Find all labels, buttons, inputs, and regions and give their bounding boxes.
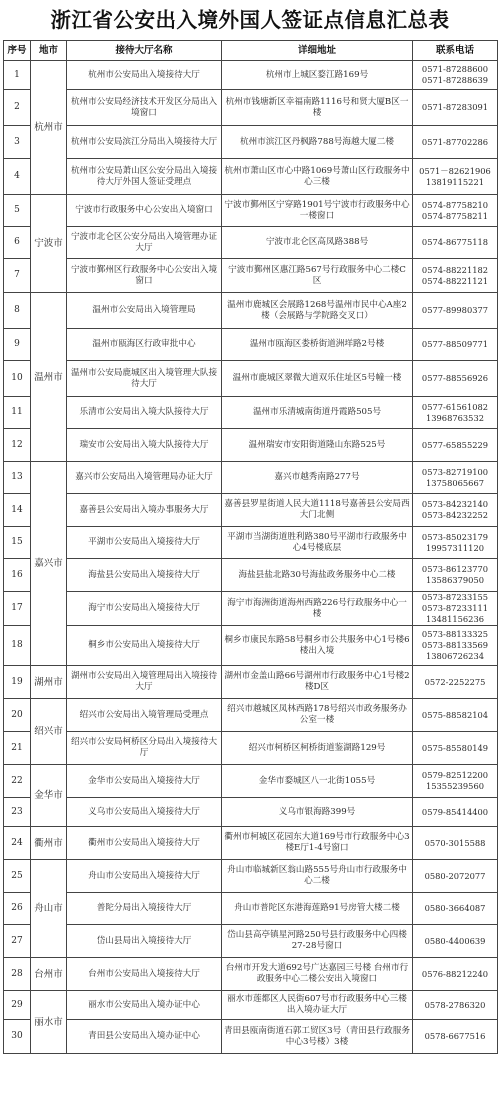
- table-row: [4, 860, 498, 893]
- row-phone: 0578-6677516: [413, 1020, 498, 1054]
- row-seq: 21: [4, 732, 31, 765]
- table-row: [4, 159, 498, 195]
- table-row: [4, 559, 498, 592]
- row-hall-name: 杭州市公安局经济技术开发区分局出入境窗口: [67, 90, 222, 126]
- row-seq: 7: [4, 259, 31, 293]
- row-city: 金华市: [31, 765, 67, 827]
- row-seq: 22: [4, 765, 31, 798]
- row-address: 台州市开发大道692号广达嘉园三号楼 台州市行政服务中心二楼公安出入境窗口: [222, 958, 413, 991]
- row-seq: 28: [4, 958, 31, 991]
- visa-office-table: [3, 40, 498, 1054]
- table-row: [4, 592, 498, 626]
- row-address: 杭州市上城区婺江路169号: [222, 61, 413, 90]
- row-address: 海宁市海洲街道海州西路226号行政服务中心一楼: [222, 592, 413, 626]
- row-phone: 0572-2252275: [413, 666, 498, 699]
- row-seq: 17: [4, 592, 31, 626]
- row-phone: 0573-86123770 13586379050: [413, 559, 498, 592]
- row-phone: 0577-88556926: [413, 361, 498, 397]
- row-address: 衢州市柯城区花园东大道169号市行政服务中心3楼E厅1-4号窗口: [222, 827, 413, 860]
- row-phone: 0571-87288600 0571-87288639: [413, 61, 498, 90]
- row-phone: 0573-85023179 19957311120: [413, 527, 498, 559]
- table-row: [4, 361, 498, 397]
- row-phone: 0574-87758210 0574-87758211: [413, 195, 498, 227]
- row-seq: 29: [4, 991, 31, 1020]
- row-hall-name: 绍兴市公安局柯桥区分局出入境接待大厅: [67, 732, 222, 765]
- table-row: [4, 827, 498, 860]
- row-city: 衢州市: [31, 827, 67, 860]
- row-phone: 0580-3664087: [413, 893, 498, 925]
- row-address: 绍兴市越城区凤林西路178号绍兴市政务服务办公室一楼: [222, 699, 413, 732]
- table-row: [4, 259, 498, 293]
- header-hall-name: 接待大厅名称: [67, 41, 222, 61]
- row-hall-name: 桐乡市公安局出入境接待大厅: [67, 626, 222, 666]
- row-address: 湖州市金盖山路66号湖州市行政服务中心1号楼2楼D区: [222, 666, 413, 699]
- row-address: 义乌市银海路399号: [222, 798, 413, 827]
- row-hall-name: 温州市公安局出入境管理局: [67, 293, 222, 329]
- table-row: [4, 893, 498, 925]
- row-seq: 3: [4, 126, 31, 159]
- row-phone: 0579-82512200 15355239560: [413, 765, 498, 798]
- table-row: [4, 61, 498, 90]
- row-hall-name: 海盐县公安局出入境接待大厅: [67, 559, 222, 592]
- row-address: 绍兴市柯桥区柯桥街道鉴湖路129号: [222, 732, 413, 765]
- table-row: [4, 925, 498, 958]
- table-row: [4, 195, 498, 227]
- row-address: 温州瑞安市安阳街道隆山东路525号: [222, 429, 413, 462]
- row-city: 丽水市: [31, 991, 67, 1054]
- row-seq: 30: [4, 1020, 31, 1054]
- header-phone: 联系电话: [413, 41, 498, 61]
- row-address: 温州市乐清城南街道丹霞路505号: [222, 397, 413, 429]
- table-row: [4, 626, 498, 666]
- row-address: 青田县瓯南街道石郭工贸区3号（青田县行政服务中心3号楼）3楼: [222, 1020, 413, 1054]
- row-address: 丽水市莲都区人民街607号市行政服务中心三楼出入境办证大厅: [222, 991, 413, 1020]
- row-seq: 8: [4, 293, 31, 329]
- row-hall-name: 金华市公安局出入境接待大厅: [67, 765, 222, 798]
- row-address: 杭州市钱塘新区幸福南路1116号和贤大厦B区一楼: [222, 90, 413, 126]
- row-seq: 25: [4, 860, 31, 893]
- row-phone: 0577-88509771: [413, 329, 498, 361]
- row-hall-name: 丽水市公安局出入境办证中心: [67, 991, 222, 1020]
- row-address: 平湖市当湖街道胜利路380号平湖市行政服务中心4号楼底层: [222, 527, 413, 559]
- table-row: [4, 1020, 498, 1054]
- row-hall-name: 杭州市公安局滨江分局出入境接待大厅: [67, 126, 222, 159]
- table-row: [4, 699, 498, 732]
- row-seq: 24: [4, 827, 31, 860]
- table-row: [4, 227, 498, 259]
- row-address: 岱山县高亭镇星河路250号县行政服务中心四楼27-28号窗口: [222, 925, 413, 958]
- row-address: 杭州市滨江区丹枫路788号海越大厦二楼: [222, 126, 413, 159]
- table-row: [4, 494, 498, 527]
- row-city: 湖州市: [31, 666, 67, 699]
- table-row: [4, 666, 498, 699]
- table-row: [4, 397, 498, 429]
- row-phone: 0577-89980377: [413, 293, 498, 329]
- row-seq: 4: [4, 159, 31, 195]
- row-address: 桐乡市康民东路58号桐乡市公共服务中心1号楼6楼出入境: [222, 626, 413, 666]
- table-header-row: [4, 41, 498, 61]
- table-row: [4, 765, 498, 798]
- row-city: 温州市: [31, 293, 67, 462]
- row-phone: 0578-2786320: [413, 991, 498, 1020]
- row-phone: 0573-84232140 0573-84232252: [413, 494, 498, 527]
- row-address: 金华市婺城区八一北街1055号: [222, 765, 413, 798]
- row-hall-name: 台州市公安局出入境接待大厅: [67, 958, 222, 991]
- row-hall-name: 普陀分局出入境接待大厅: [67, 893, 222, 925]
- row-phone: 0579-85414400: [413, 798, 498, 827]
- row-seq: 15: [4, 527, 31, 559]
- row-seq: 14: [4, 494, 31, 527]
- table-row: [4, 429, 498, 462]
- row-phone: 0573-88133325 0573-88133569 13806726234: [413, 626, 498, 666]
- row-seq: 13: [4, 462, 31, 494]
- row-hall-name: 平湖市公安局出入境接待大厅: [67, 527, 222, 559]
- row-hall-name: 宁波市鄞州区行政服务中心公安出入境窗口: [67, 259, 222, 293]
- table-row: [4, 798, 498, 827]
- table-row: [4, 527, 498, 559]
- row-city: 绍兴市: [31, 699, 67, 765]
- row-seq: 16: [4, 559, 31, 592]
- row-hall-name: 乐清市公安局出入境大队接待大厅: [67, 397, 222, 429]
- row-hall-name: 海宁市公安局出入境接待大厅: [67, 592, 222, 626]
- table-body: [4, 61, 498, 1054]
- row-hall-name: 宁波市行政服务中心公安出入境窗口: [67, 195, 222, 227]
- row-phone: 0580-4400639: [413, 925, 498, 958]
- table-row: [4, 958, 498, 991]
- table-row: [4, 126, 498, 159]
- row-seq: 10: [4, 361, 31, 397]
- row-phone: 0571-87702286: [413, 126, 498, 159]
- row-seq: 9: [4, 329, 31, 361]
- row-seq: 27: [4, 925, 31, 958]
- table-row: [4, 293, 498, 329]
- row-hall-name: 嘉兴市公安局出入境管理局办证大厅: [67, 462, 222, 494]
- row-hall-name: 舟山市公安局出入境接待大厅: [67, 860, 222, 893]
- row-seq: 18: [4, 626, 31, 666]
- table-row: [4, 329, 498, 361]
- row-hall-name: 岱山县局出入境接待大厅: [67, 925, 222, 958]
- row-address: 宁波市北仑区高凤路388号: [222, 227, 413, 259]
- table-row: [4, 991, 498, 1020]
- header-address: 详细地址: [222, 41, 413, 61]
- row-address: 宁波市鄞州区惠江路567号行政服务中心二楼C区: [222, 259, 413, 293]
- row-city: 嘉兴市: [31, 462, 67, 666]
- row-phone: 0575-85580149: [413, 732, 498, 765]
- row-phone: 0574-88221182 0574-88221121: [413, 259, 498, 293]
- row-seq: 26: [4, 893, 31, 925]
- row-city: 宁波市: [31, 195, 67, 293]
- row-address: 温州市鹿城区会展路1268号温州市民中心A座2楼（会展路与学院路交叉口）: [222, 293, 413, 329]
- row-address: 嘉兴市越秀南路277号: [222, 462, 413, 494]
- page-title: 浙江省公安出入境外国人签证点信息汇总表: [50, 8, 450, 32]
- row-hall-name: 杭州市公安局出入境接待大厅: [67, 61, 222, 90]
- row-city: 舟山市: [31, 860, 67, 958]
- row-phone: 0573-82719100 13758065667: [413, 462, 498, 494]
- row-seq: 1: [4, 61, 31, 90]
- row-hall-name: 青田县公安局出入境办证中心: [67, 1020, 222, 1054]
- row-city: 台州市: [31, 958, 67, 991]
- row-address: 嘉善县罗星街道人民大道1118号嘉善县公安局西大门北侧: [222, 494, 413, 527]
- row-hall-name: 宁波市北仑区公安分局出入境管理办证大厅: [67, 227, 222, 259]
- row-hall-name: 嘉善县公安局出入境办事服务大厅: [67, 494, 222, 527]
- row-address: 舟山市普陀区东港海莲路91号房管大楼二楼: [222, 893, 413, 925]
- row-phone: 0576-88212240: [413, 958, 498, 991]
- row-seq: 11: [4, 397, 31, 429]
- row-phone: 0571－82621906 13819115221: [413, 159, 498, 195]
- table-row: [4, 462, 498, 494]
- row-phone: 0573-87233155 0573-87233111 13481156236: [413, 592, 498, 626]
- header-seq: 序号: [4, 41, 31, 61]
- row-seq: 19: [4, 666, 31, 699]
- row-address: 温州市瓯海区娄桥街道洲垟路2号楼: [222, 329, 413, 361]
- header-city: 地市: [31, 41, 67, 61]
- row-phone: 0580-2072077: [413, 860, 498, 893]
- row-phone: 0570-3015588: [413, 827, 498, 860]
- row-address: 舟山市临城新区翁山路555号舟山市行政服务中心二楼: [222, 860, 413, 893]
- row-phone: 0574-86775118: [413, 227, 498, 259]
- table-row: [4, 90, 498, 126]
- row-hall-name: 温州市公安局鹿城区出入境管理大队接待大厅: [67, 361, 222, 397]
- row-hall-name: 杭州市公安局萧山区公安分局出入境接待大厅外国人签证受理点: [67, 159, 222, 195]
- row-hall-name: 衢州市公安局出入境接待大厅: [67, 827, 222, 860]
- row-seq: 2: [4, 90, 31, 126]
- table-row: [4, 732, 498, 765]
- row-hall-name: 绍兴市公安局出入境管理局受理点: [67, 699, 222, 732]
- row-seq: 6: [4, 227, 31, 259]
- row-hall-name: 瑞安市公安局出入境大队接待大厅: [67, 429, 222, 462]
- row-hall-name: 义乌市公安局出入境接待大厅: [67, 798, 222, 827]
- row-phone: 0575-88582104: [413, 699, 498, 732]
- row-address: 杭州市萧山区市心中路1069号萧山区行政服务中心三楼: [222, 159, 413, 195]
- row-phone: 0577-65855229: [413, 429, 498, 462]
- row-phone: 0577-61561082 13968763532: [413, 397, 498, 429]
- row-phone: 0571-87283091: [413, 90, 498, 126]
- row-address: 海盐县盐北路30号海盐政务服务中心二楼: [222, 559, 413, 592]
- row-city: 杭州市: [31, 61, 67, 195]
- row-seq: 5: [4, 195, 31, 227]
- row-hall-name: 温州市瓯海区行政审批中心: [67, 329, 222, 361]
- row-hall-name: 湖州市公安局出入境管理局出入境接待大厅: [67, 666, 222, 699]
- row-seq: 23: [4, 798, 31, 827]
- row-address: 温州市鹿城区翠微大道双乐住址区5号幢一楼: [222, 361, 413, 397]
- row-seq: 12: [4, 429, 31, 462]
- row-address: 宁波市鄞州区宁穿路1901号宁波市行政服务中心一楼窗口: [222, 195, 413, 227]
- row-seq: 20: [4, 699, 31, 732]
